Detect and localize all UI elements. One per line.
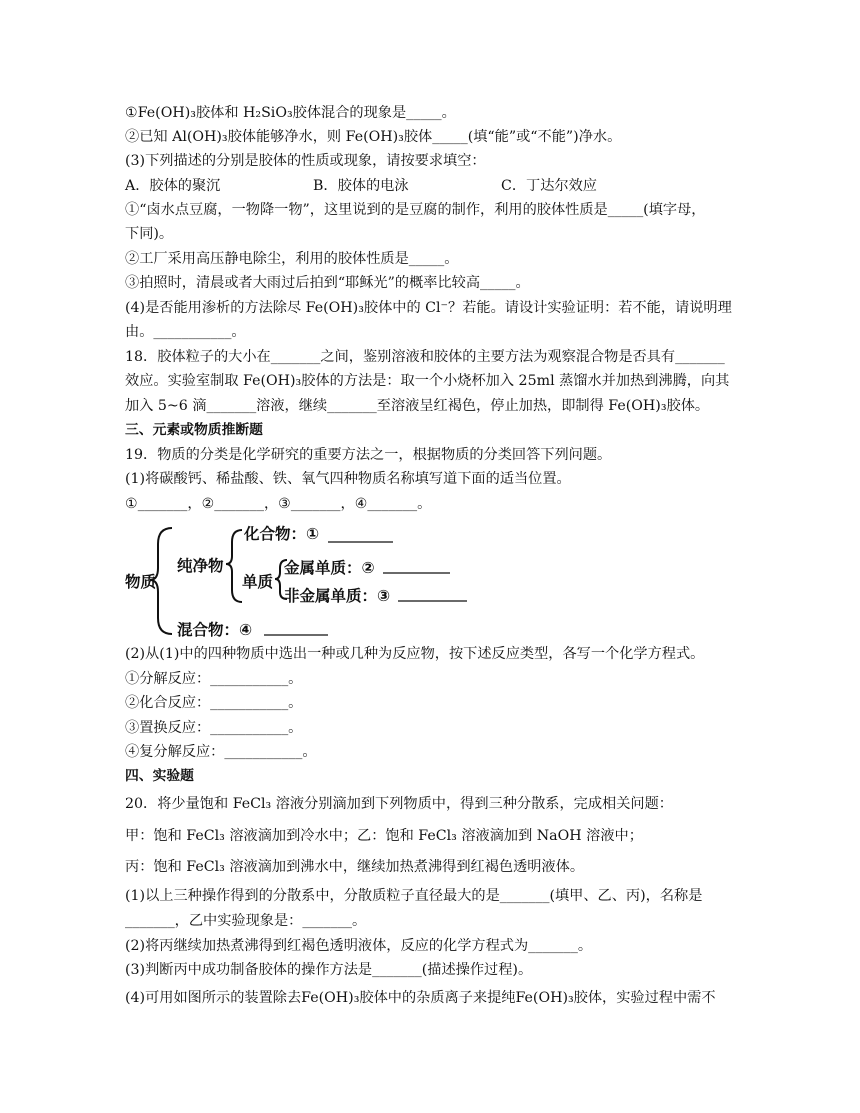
tree-metal: 金属单质：② — [284, 559, 375, 577]
text-line: ①分解反应：___________。 — [125, 671, 303, 687]
text-line: ③拍照时，清晨或者大雨过后拍到“耶稣光”的概率比较高_____。 — [125, 275, 530, 291]
text-line: 甲：饱和 FeCl₃ 溶液滴加到冷水中；乙：饱和 FeCl₃ 溶液滴加到 NaOH 溶液中； — [125, 828, 643, 844]
text-line: ①“卤水点豆腐，一物降一物”，这里说到的是豆腐的制作，利用的胶体性质是_____(填字母， — [125, 202, 706, 218]
option-b: B．胶体的电泳 — [313, 178, 409, 194]
text-line: ②化合反应：___________。 — [125, 695, 303, 711]
question-18: 18．胶体粒子的大小在_______之间，鉴别溶液和胶体的主要方法为观察混合物是否具有_______ — [125, 349, 725, 365]
text-line: 丙：饱和 FeCl₃ 溶液滴加到沸水中，继续加热煮沸得到红褐色透明液体。 — [125, 859, 585, 875]
tree-mixture: 混合物：④ — [177, 621, 253, 639]
text-line: ④复分解反应：___________。 — [125, 744, 317, 760]
question-19: 19．物质的分类是化学研究的重要方法之一，根据物质的分类回答下列问题。 — [125, 447, 612, 463]
text-line: (2)从(1)中的四种物质中选出一种或几种为反应物，按下述反应类型，各写一个化学方程式。 — [125, 646, 705, 662]
text-line: _______，乙中实验现象是：_______。 — [125, 913, 367, 929]
question-20: 20．将少量饱和 FeCl₃ 溶液分别滴加到下列物质中，得到三种分散系，完成相关问题： — [125, 796, 673, 812]
text-line: (3)判断丙中成功制备胶体的操作方法是_______(描述操作过程)。 — [125, 962, 533, 978]
text-line: (4)是否能用渗析的方法除尽 Fe(OH)₃胶体中的 Cl⁻？若能。请设计实验证明：若不能，请说明理 — [125, 300, 732, 316]
tree-compound: 化合物：① — [244, 525, 320, 543]
option-c: C．丁达尔效应 — [501, 178, 597, 194]
text-line: 由。___________。 — [125, 324, 246, 340]
section-heading: 四、实验题 — [125, 768, 194, 784]
tree-root: 物质 — [125, 573, 157, 591]
tree-pure-substance: 纯净物 — [177, 557, 224, 575]
text-line: ②工厂采用高压静电除尘，利用的胶体性质是_____。 — [125, 251, 459, 267]
text-line: 下同)。 — [125, 226, 174, 242]
option-a: A．胶体的聚沉 — [125, 178, 221, 194]
text-line: (2)将丙继续加热煮沸得到红褐色透明液体，反应的化学方程式为_______。 — [125, 938, 593, 954]
text-line: (3)下列描述的分别是胶体的性质或现象，请按要求填空： — [125, 153, 486, 169]
text-line: (1)将碳酸钙、稀盐酸、铁、氧气四种物质名称填写道下面的适当位置。 — [125, 471, 571, 487]
text-line: (4)可用如图所示的装置除去Fe(OH)₃胶体中的杂质离子来提纯Fe(OH)₃胶体，实验过程中需不 — [125, 990, 716, 1006]
text-line: (1)以上三种操作得到的分散系中，分散质粒子直径最大的是_______(填甲、乙、丙)，名称是 — [125, 888, 703, 904]
classification-diagram — [125, 520, 485, 642]
text-line: ③置换反应：___________。 — [125, 720, 303, 736]
text-line: ①Fe(OH)₃胶体和 H₂SiO₃胶体混合的现象是_____。 — [125, 105, 456, 121]
options-row — [125, 177, 597, 195]
tree-element: 单质 — [242, 573, 274, 591]
text-line: 效应。实验室制取 Fe(OH)₃胶体的方法是：取一个小烧杯加入 25ml 蒸馏水并加热到沸腾，向其 — [125, 373, 730, 389]
tree-nonmetal: 非金属单质：③ — [284, 587, 391, 605]
text-line: ②已知 Al(OH)₃胶体能够净水，则 Fe(OH)₃胶体_____(填“能”或“不能”)净水。 — [125, 129, 622, 145]
text-line: 加入 5~6 滴_______溶液，继续_______至溶液呈红褐色，停止加热，即制得 Fe(OH)₃胶体。 — [125, 398, 710, 414]
section-heading: 三、元素或物质推断题 — [125, 422, 263, 438]
text-line: ①_______，②_______，③_______，④_______。 — [125, 496, 432, 512]
